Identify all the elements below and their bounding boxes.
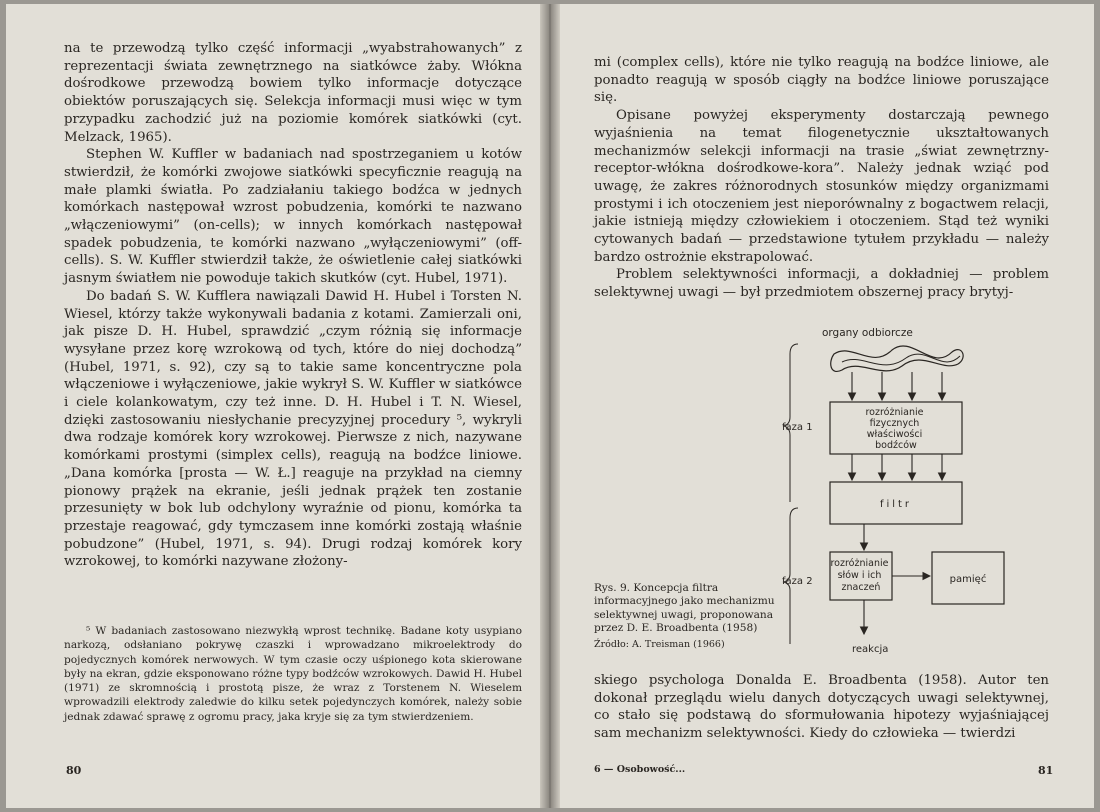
physical-features-label: rozróżnianie fizycznych właściwości bodźców: [865, 407, 924, 451]
right-body-text-top: [594, 54, 1049, 302]
meaning-label: rozróżnianie słów i ich znaczeń: [830, 558, 889, 593]
left-page: [6, 4, 546, 808]
paragraph: Stephen W. Kuffler w badaniach nad spostrzeganiem u kotów stwierdził, że komórki zwojowe siatkówki specyficznie reagują na małe plamki światła. Po zadziałaniu takiego bodźca w jednych komórkach następował wzrost pobudzenia, komórki te nazwano „włączeniowymi” (on-cells); w innych komórkach następował spadek pobudzenia, te komórki nazwano „wyłączeniowymi” (off-cells). S. W. Kuffler stwierdził także, że oświetlenie całej siatkówki jasnym światłem nie powoduje takich skutków (cyt. Hubel, 1971).: [64, 147, 522, 287]
book-spread: [6, 4, 1094, 808]
paragraph: mi (complex cells), które nie tylko reagują na bodźce liniowe, ale ponadto reagują w sposób ciągły na bodźce liniowe poruszające się.: [594, 55, 1049, 106]
receptor-tangle-line: [842, 354, 960, 365]
caption-source: Źródło: A. Treisman (1966): [594, 638, 725, 650]
phase1-label: faza 1: [782, 422, 813, 433]
paragraph: Problem selektywności informacji, a dokładniej — problem selektywnej uwagi — był przedmiotem obszernej pracy brytyj-: [594, 267, 1049, 301]
running-footer: 6 — Osobowość...: [594, 764, 686, 775]
receptor-tangle-icon: [831, 346, 963, 371]
page-number: 81: [1038, 764, 1054, 777]
filter-diagram: [782, 322, 1082, 662]
footnote: ⁵ W badaniach zastosowano niezwykłą wprost technikę. Badane koty usypiano narkozą, odsłaniano pokrywę czaszki i wprowadzano mikroelektrody do pojedycznych komórek nerwowych. W tym czasie oczy uśpionego kota skierowane były na ekran, gdzie eksponowano różne typy bodźców wzrokowych. Dawid H. Hubel (1971) ze skromnością i prostotą pisze, że wraz z Torstenem N. Wieselem wprowadzili elektrody zaledwie do kilku setek pojedynczych komórek, należy sobie jednak zdawać sprawę z ogromu pracy, jaka kryje się za tym stwierdzeniem.: [64, 625, 522, 723]
filter-label: filtr: [879, 499, 913, 510]
footnote-rule: [64, 616, 522, 617]
page-number: 80: [66, 764, 82, 777]
right-page: [554, 4, 1094, 808]
phase2-label: faza 2: [782, 576, 813, 587]
caption-text: Rys. 9. Koncepcja filtra informacyjnego jako mechanizmu selektywnej uwagi, proponowana przez D. E. Broadbenta (1958): [594, 582, 775, 635]
figure-caption: [594, 582, 794, 651]
book-gutter: [540, 4, 560, 808]
right-body-text-bottom: [594, 672, 1049, 743]
reaction-label: reakcja: [852, 644, 889, 655]
receptors-label: organy odbiorcze: [822, 327, 913, 339]
memory-label: pamięć: [949, 574, 987, 585]
paragraph: skiego psychologa Donalda E. Broadbenta (1958). Autor ten dokonał przeglądu wielu danych dotyczących uwagi selektywnej, co stało się podstawą do sformułowania hipotezy wyjaśniającej sam mechanizm selektywności. Kiedy do człowieka — twierdzi: [594, 673, 1049, 742]
paragraph: Opisane powyżej eksperymenty dostarczają pewnego wyjaśnienia na temat filogenetycznie ukształtowanych mechanizmów selekcji informacji na trasie „świat zewnętrzny-receptor-włókna dośrodkowe-kora”. Należy jednak wziąć pod uwagę, że zakres różnorodnych stosunków między organizmami prostymi i ich otoczeniem jest nieporównalny z bogactwem relacji, jakie istnieją między człowiekiem i otoczeniem. Stąd też wyniki cytowanych badań — przedstawione tytułem przykładu — należy bardzo ostrożnie ekstrapolować.: [594, 108, 1049, 265]
paragraph: na te przewodzą tylko część informacji „wyabstrahowanych” z reprezentacji świata zewnętrznego na siatkówce żaby. Włókna dośrodkowe przewodzą bowiem tylko informacje dotyczące obiektów poruszających się. Selekcja informacji musi więc w tym przypadku zachodzić już na poziomie komórek siatkówki (cyt. Melzack, 1965).: [64, 41, 522, 145]
left-body-text: [64, 40, 522, 571]
paragraph: Do badań S. W. Kufflera nawiązali Dawid H. Hubel i Torsten N. Wiesel, którzy także wykonywali badania z kotami. Zamierzali oni, jak pisze D. H. Hubel, sprawdzić „czym różnią się informacje wysyłane przez korę wzrokową od tych, które do niej dochodzą” (Hubel, 1971, s. 92), czy są to takie same koncentryczne pola włączeniowe i wyłączeniowe, jakie wykrył S. W. Kuffler w siatkówce i ciele kolankowatym, czy też inne. D. H. Hubel i T. N. Wiesel, dzięki zastosowaniu niesłychanie precyzyjnej procedury ⁵, wykryli dwa rodzaje komórek kory wzrokowej. Pierwsze z nich, nazywane komórkami prostymi (simplex cells), reagują na bodźce liniowe. „Dana komórka [prosta — W. Ł.] reaguje na przykład na ciemny pionowy prążek na ekranie, jeśli jednak prążek ten zostanie przesunięty w bok lub odchylony wyraźnie od pionu, komórka ta przestaje reagować, gdy tymczasem inne komórki zostają właśnie pobudzone” (Hubel, 1971, s. 94). Drugi rodzaj komórek kory wzrokowej, to komórki nazywane złożony-: [64, 288, 522, 570]
